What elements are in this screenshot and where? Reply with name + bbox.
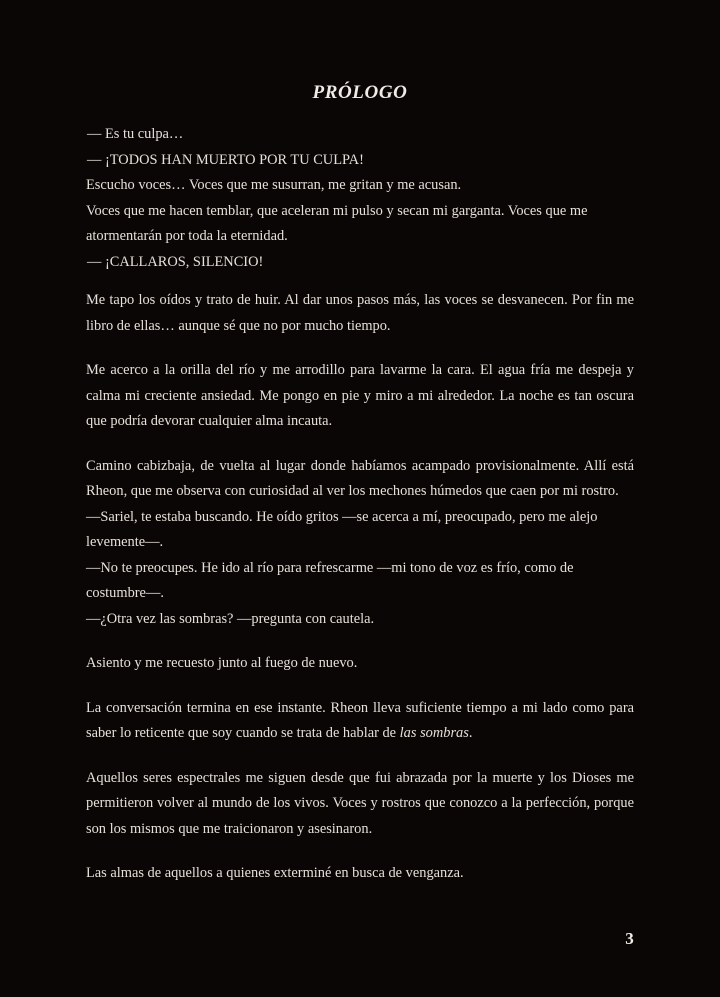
paragraph: Asiento y me recuesto junto al fuego de nuevo.: [86, 655, 358, 671]
emphasis-after: .: [468, 725, 473, 741]
page-title: PRÓLOGO: [312, 82, 408, 103]
opening-line: — ¡CALLAROS, SILENCIO!: [87, 253, 264, 270]
opening-line: — Es tu culpa…: [87, 126, 184, 142]
paragraph: Camino cabizbaja, de vuelta al lugar donde habíamos acampado provisionalmente. Allí está Rheon, que me observa con curiosidad al ver los mechones húmedos que caen por mi rostro.: [86, 457, 634, 499]
dialogue-line: —Sariel, te estaba buscando. He oído gritos —se acerca a mí, preocupado, pero me alejo levemente—.: [86, 508, 598, 550]
opening-lines-block: [86, 122, 634, 275]
block-spacer: [86, 275, 634, 288]
dialogue-block: [86, 505, 634, 633]
main-body: [86, 288, 634, 505]
emphasis-before: La conversación termina en ese instante. Rheon lleva suficiente tiempo a mi lado como para saber lo reticente que soy cuando se trata de hablar de: [86, 699, 634, 741]
opening-line: — ¡TODOS HAN MUERTO POR TU CULPA!: [87, 151, 364, 168]
page-number: 3: [625, 929, 634, 948]
paragraph: Me tapo los oídos y trato de huir. Al dar unos pasos más, las voces se desvanecen. Por fin me libro de ellas… aunque sé que no por mucho tiempo.: [86, 292, 634, 334]
closing-body: [86, 651, 634, 887]
emphasis-text: las sombras: [399, 725, 469, 741]
opening-line: Voces que me hacen temblar, que aceleran mi pulso y secan mi garganta. Voces que me atormentarán por toda la eternidad.: [86, 202, 588, 244]
dialogue-line: —No te preocupes. He ido al río para refrescarme —mi tono de voz es frío, como de costumbre—.: [86, 559, 574, 601]
paragraph-with-emphasis: [86, 696, 634, 747]
paragraph: Las almas de aquellos a quienes exterminé en busca de venganza.: [86, 865, 464, 881]
dialogue-line: —¿Otra vez las sombras? —pregunta con cautela.: [86, 610, 375, 627]
paragraph: Me acerco a la orilla del río y me arrodillo para lavarme la cara. El agua fría me despeja y calma mi creciente ansiedad. Me pongo en pie y miro a mi alrededor. La noche es tan oscura que podría devorar cualquier alma incauta.: [86, 362, 634, 429]
opening-line: Escucho voces… Voces que me susurran, me gritan y me acusan.: [86, 177, 462, 193]
paragraph: Aquellos seres espectrales me siguen desde que fui abrazada por la muerte y los Dioses me permitieron volver al mundo de los vivos. Voces y rostros que conozco a la perfección, porque son los mismos que me traicionaron y asesinaron.: [86, 769, 634, 837]
